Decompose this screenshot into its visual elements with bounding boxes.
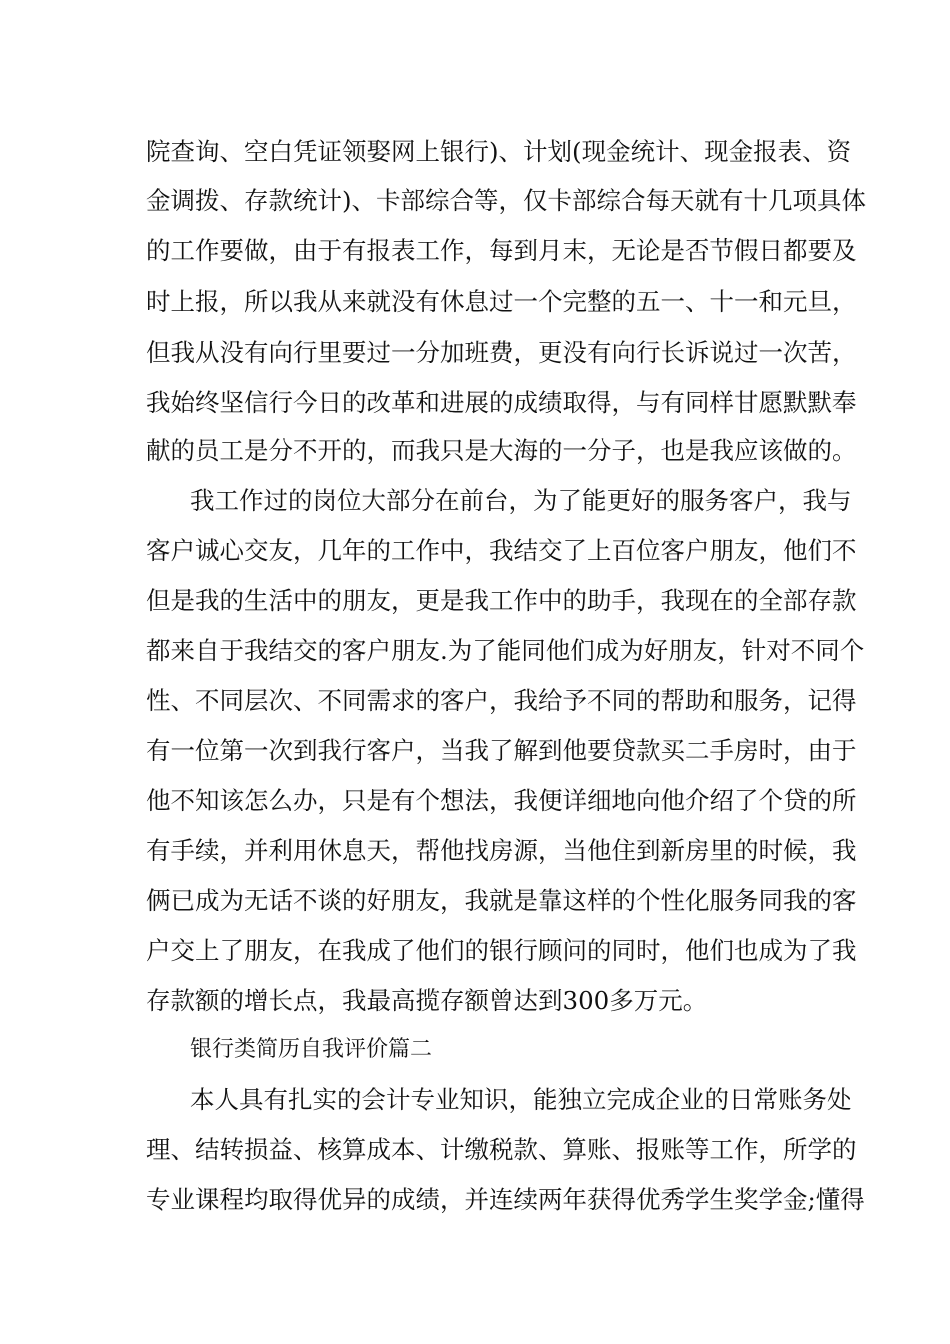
text-line: 但我从没有向行里要过一分加班费，更没有向行长诉说过一次苦，: [146, 338, 857, 367]
text-line: 专业课程均取得优异的成绩，并连续两年获得优秀学生奖学金;懂得: [146, 1185, 865, 1214]
text-line: 院查询、空白凭证领娶网上银行)、计划(现金统计、现金报表、资: [146, 137, 852, 166]
text-line: 都来自于我结交的客户朋友.为了能同他们成为好朋友，针对不同个: [146, 636, 865, 665]
text-line: 他不知该怎么办，只是有个想法，我便详细地向他介绍了个贷的所: [146, 786, 857, 815]
text-line: 的工作要做，由于有报表工作，每到月末，无论是否节假日都要及: [146, 236, 857, 265]
text-line: 我始终坚信行今日的改革和进展的成绩取得，与有同样甘愿默默奉: [146, 388, 857, 417]
paragraph-first-line: 本人具有扎实的会计专业知识，能独立完成企业的日常账务处: [190, 1085, 852, 1114]
text-line: 有手续，并利用休息天，帮他找房源，当他住到新房里的时候，我: [146, 836, 857, 865]
text-line: 性、不同层次、不同需求的客户，我给予不同的帮助和服务，记得: [146, 686, 857, 715]
text-line: 但是我的生活中的朋友，更是我工作中的助手，我现在的全部存款: [146, 586, 857, 615]
section-heading: 银行类简历自我评价篇二: [190, 1037, 433, 1062]
text-line: 客户诚心交友，几年的工作中，我结交了上百位客户朋友，他们不: [146, 536, 857, 565]
text-line: 献的员工是分不开的，而我只是大海的一分子，也是我应该做的。: [146, 436, 857, 465]
text-line: 理、结转损益、核算成本、计缴税款、算账、报账等工作，所学的: [146, 1135, 857, 1164]
text-line: 有一位第一次到我行客户，当我了解到他要贷款买二手房时，由于: [146, 736, 857, 765]
text-line: 金调拨、存款统计)、卡部综合等，仅卡部综合每天就有十几项具体: [146, 186, 867, 215]
paragraph-first-line: 我工作过的岗位大部分在前台，为了能更好的服务客户，我与: [190, 486, 852, 515]
text-line: 时上报，所以我从来就没有休息过一个完整的五一、十一和元旦，: [146, 287, 857, 316]
text-line: 俩已成为无话不谈的好朋友，我就是靠这样的个性化服务同我的客: [146, 886, 857, 915]
text-line: 户交上了朋友，在我成了他们的银行顾问的同时，他们也成为了我: [146, 936, 857, 965]
text-line: 存款额的增长点，我最高揽存额曾达到300多万元。: [146, 986, 708, 1015]
